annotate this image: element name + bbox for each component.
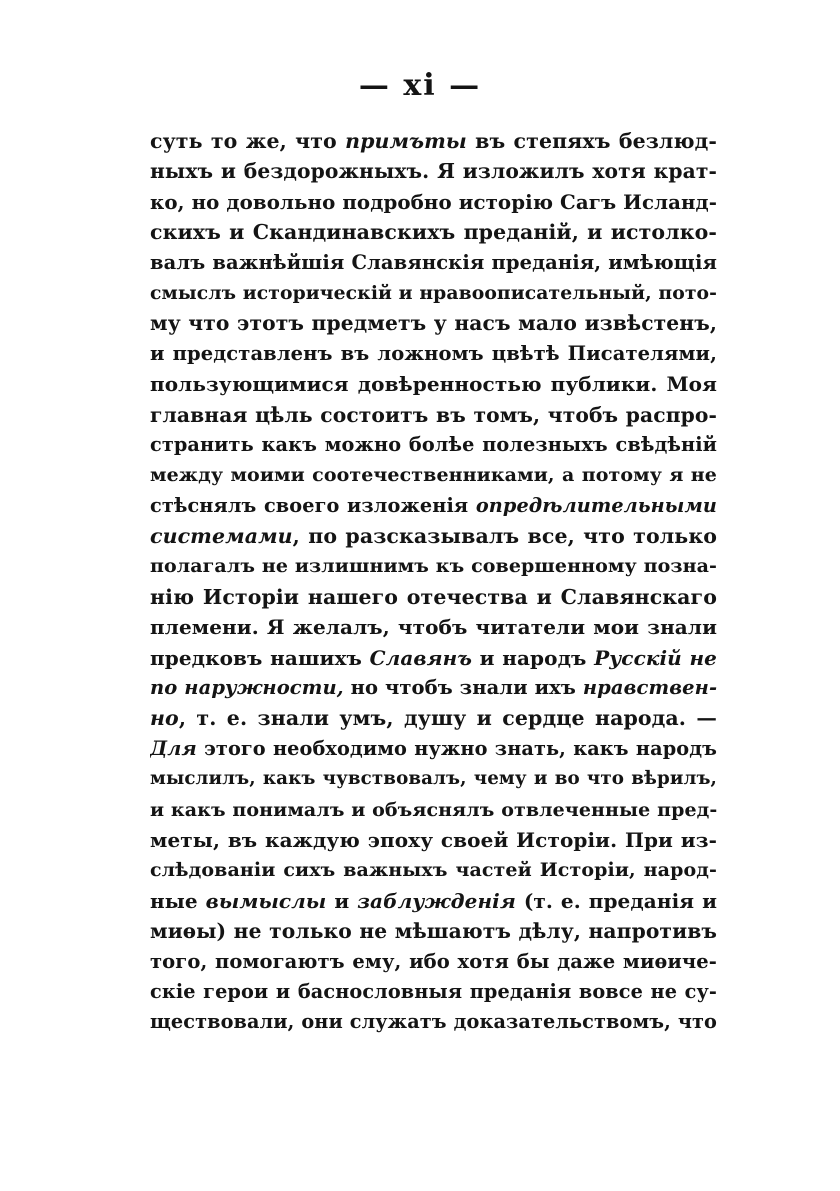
text-segment: смыслъ историческій и нравоописательный, пото- — [150, 281, 717, 304]
text-segment: ществовали, они служатъ доказательствомъ, что — [150, 1010, 717, 1034]
text-segment: , т. е. знали умъ, душу и сердце народа. — — [178, 706, 717, 731]
text-line — [150, 795, 717, 825]
text-line — [150, 187, 717, 217]
text-segment: того, помогаютъ ему, ибо хотя бы даже миѳиче- — [150, 949, 717, 973]
text-line — [150, 521, 717, 551]
text-line — [150, 339, 717, 369]
italic-segment: системами — [150, 524, 293, 549]
body-text — [150, 126, 717, 1038]
text-segment: племени. Я желалъ, чтобъ читатели мои знали — [150, 615, 717, 640]
text-line — [150, 248, 717, 278]
text-segment: этого необходимо нужно знать, какъ народъ — [196, 736, 717, 760]
text-segment: между моими соотечественниками, а потому я не — [150, 464, 717, 487]
text-segment: ко, но довольно подробно исторію Сагъ Исланд- — [150, 189, 717, 214]
italic-segment: опредѣлительными — [475, 493, 717, 517]
text-segment: , по разсказывалъ все, что только — [292, 524, 717, 549]
italic-segment: Русскій не — [594, 645, 717, 670]
text-segment: нію Исторіи нашего отечества и Славянскаго — [150, 584, 717, 609]
text-segment: въ степяхъ безлюд- — [466, 129, 717, 153]
text-segment: му что этотъ предметъ у насъ мало извѣстенъ, — [150, 311, 717, 336]
italic-segment: заблужденія — [357, 888, 516, 913]
text-line — [150, 126, 717, 156]
text-line — [150, 703, 717, 733]
page-number: — xi — — [358, 68, 482, 103]
text-line — [150, 308, 717, 338]
text-line — [150, 825, 717, 855]
text-line — [150, 430, 717, 460]
text-segment: слѣдованіи сихъ важныхъ частей Исторіи, народ- — [150, 859, 717, 882]
text-segment: и — [326, 888, 358, 913]
text-line — [150, 855, 717, 885]
text-line — [150, 278, 717, 308]
text-line — [150, 400, 717, 430]
text-line — [150, 764, 717, 794]
text-segment: меты, въ каждую эпоху своей Исторіи. При из- — [150, 827, 717, 852]
text-segment: и народъ — [472, 645, 595, 670]
text-segment: и какъ понималъ и объяснялъ отвлеченные пред- — [150, 798, 717, 821]
text-segment: скихъ и Скандинавскихъ преданій, и истолко- — [150, 220, 717, 245]
text-line — [150, 460, 717, 490]
text-segment: мыслилъ, какъ чувствовалъ, чему и во что вѣрилъ, — [150, 768, 717, 790]
text-line — [150, 582, 717, 612]
text-segment: главная цѣль состоитъ въ томъ, чтобъ распро- — [150, 402, 717, 427]
italic-segment: вымыслы — [205, 888, 327, 913]
text-segment: странить какъ можно болѣе полезныхъ свѣдѣній — [150, 432, 717, 456]
text-segment: предковъ нашихъ — [150, 645, 370, 670]
text-line — [150, 886, 717, 916]
text-line — [150, 734, 717, 764]
text-line — [150, 156, 717, 186]
text-segment: суть то же, что — [150, 129, 346, 153]
text-line — [150, 551, 717, 581]
text-line — [150, 217, 717, 247]
text-segment: ныхъ и бездорожныхъ. Я изложилъ хотя крат- — [150, 159, 717, 184]
text-segment: миѳы) не только не мѣшаютъ дѣлу, напротивъ — [150, 919, 717, 944]
italic-segment: по наружности, — [150, 676, 344, 700]
text-segment: скіе герои и баснословныя преданія вовсе не су- — [150, 979, 717, 1003]
text-segment: пользующимися довѣренностью публики. Моя — [150, 372, 717, 397]
text-segment: ные — [150, 888, 206, 913]
text-segment: полагалъ не излишнимъ къ совершенному позна- — [150, 555, 717, 578]
italic-segment: Для — [150, 736, 197, 760]
text-segment: но чтобъ знали ихъ — [343, 676, 583, 700]
text-line — [150, 977, 717, 1007]
text-line — [150, 673, 717, 703]
text-line — [150, 916, 717, 946]
text-segment: и представленъ въ ложномъ цвѣтѣ Писателями, — [150, 341, 717, 365]
italic-segment: но — [150, 706, 179, 731]
text-line — [150, 369, 717, 399]
text-line — [150, 1007, 717, 1037]
text-segment: валъ важнѣйшія Славянскія преданія, имѣющія — [150, 250, 717, 274]
text-segment: стѣснялъ своего изложенія — [150, 493, 476, 517]
text-line — [150, 491, 717, 521]
text-line — [150, 612, 717, 642]
italic-segment: Славянъ — [369, 645, 472, 670]
text-segment: (т. е. преданія и — [515, 888, 717, 913]
text-line — [150, 947, 717, 977]
italic-segment: нравствен- — [582, 676, 717, 700]
italic-segment: примъты — [345, 129, 467, 153]
text-line — [150, 643, 717, 673]
